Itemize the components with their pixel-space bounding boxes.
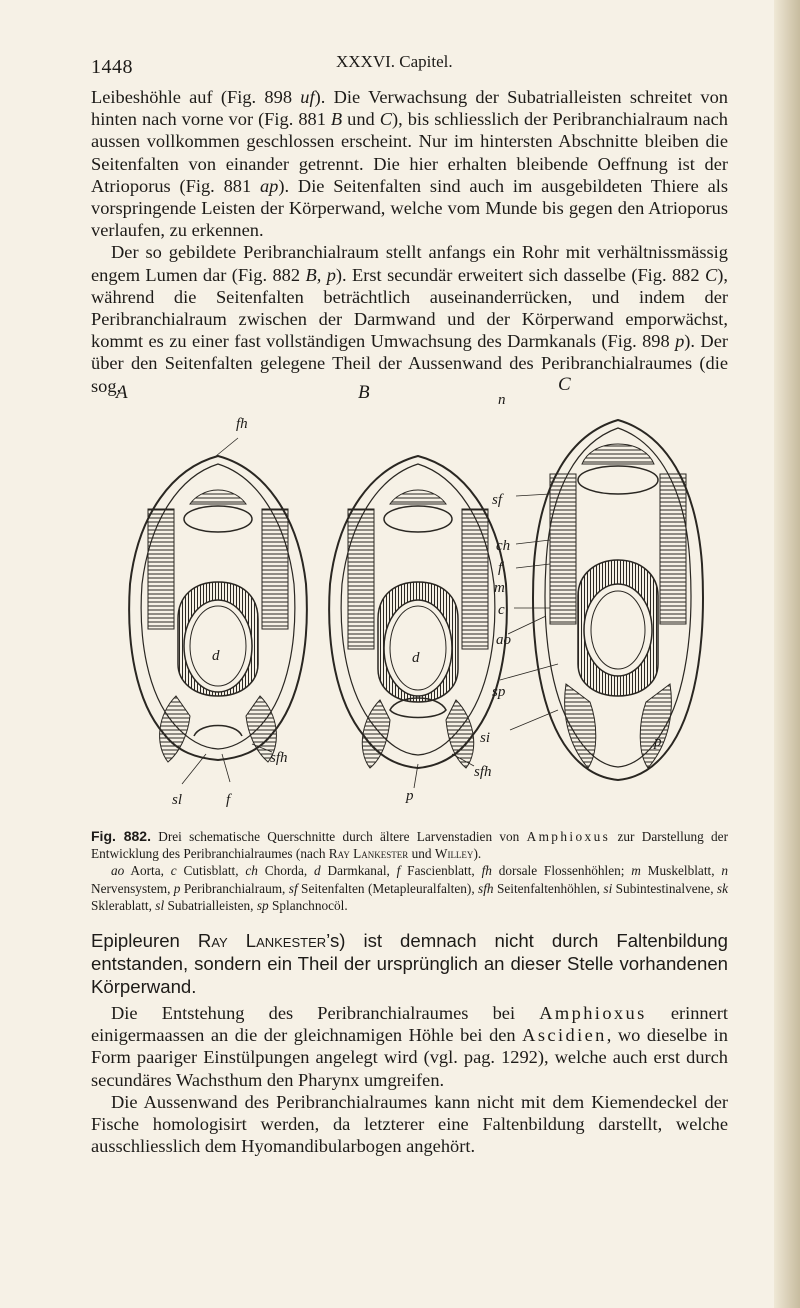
paragraph-4: Die Entstehung des Peribranchialraumes bei Amphioxus erinnert einigermaassen an die der gleichnamigen Höhle bei den Ascidien, wo dieselbe in Form paariger Einstülpungen angelegt wird (vgl. pag. 1292), welche auch erst durch secundäres Wachsthum den Pharynx umgreifen. [91,1003,729,1090]
label-c-sf: sf [492,492,503,508]
legend-entry: sl Subatrialleisten, [155,897,257,913]
page-header [0,50,760,80]
legend-entry: p Peribranchialraum, [173,880,289,896]
label-a-sl: sl [172,792,183,808]
panel-a [114,382,307,808]
label-panel-a: A [116,382,128,403]
legend-entry: c Cutisblatt, [170,863,246,879]
legend-entry: f Fascienblatt, [396,863,482,879]
legend-entry: sf Seitenfalten (Metapleuralfalten), [288,880,479,896]
label-c-ch: ch [496,538,511,554]
label-c-p: p [654,734,662,750]
legend-entry: d Darmkanal, [314,863,397,879]
legend-entry: m Muskelblatt, [631,863,722,879]
label-c-m: m [494,580,505,596]
running-head: XXXVI. Capitel. [336,52,453,71]
legend-entry: si Subintestinalvene, [603,880,717,896]
paragraph-2: Der so gebildete Peribranchialraum stellt anfangs ein Rohr mit verhältnissmässig engem Lumen dar (Fig. 882 B, p). Erst secundär erweitert sich dasselbe (Fig. 882 C), während die Seitenfalten beträchtlich auseinanderrücken, und indem der Peribranchialraum zwischen der Darmwand und der Körperwand emporwächst, kommt es zu einer fast vollständigen Umwachsung des Darmkanals (Fig. 898 p). Der über den Seitenfalten gelegene Theil der Aussenwand des Peribranchialraumes (die sog. [91,242,729,396]
text-block-top [91,86,728,397]
paragraph-5: Die Aussenwand des Peribranchialraumes kann nicht mit dem Kiemendeckel der Fische homologisirt werden, da letzterer eine Faltenbildung darstellt, welche ausschliesslich dem Hyomandibularbogen angehört. [91,1091,728,1157]
label-c-sp: sp [492,684,506,700]
label-c-n: n [498,392,506,408]
label-c-si: si [480,730,491,746]
legend-entry: n Nervensystem, [91,863,728,896]
label-c-ao: ao [496,632,511,648]
label-panel-c: C [558,374,571,395]
legend-entry: ao Aorta, [111,863,171,879]
label-b-sfh: sfh [474,764,492,780]
legend-entry: sfh Seitenfaltenhöhlen, [478,880,604,896]
legend-entry: sk Sklerablatt, [91,880,728,913]
text-block-bottom [91,929,728,1157]
label-panel-b: B [358,382,370,403]
caption-legend [91,862,728,914]
label-a-f: f [226,792,231,808]
label-c-c: c [498,602,505,618]
legend-entry: fh dorsale Flossenhöhlen; [481,863,632,879]
label-b-p: p [406,788,414,804]
label-b-d: d [412,650,420,666]
panel-c [480,374,703,780]
label-a-d: d [212,648,220,664]
legend-entry: sp Splanchnocöl. [256,897,348,913]
page-edge-shadow [774,0,800,1308]
legend-entry: ch Chorda, [245,863,314,879]
cross-section-diagram [118,364,726,822]
caption-title: Fig. 882. Drei schematische Querschnitte durch ältere Larvenstadien von Amphioxus zur Darstellung der Entwicklung des Peribranchialraumes (nach Ray Lankester und Willey). [91,828,729,862]
paragraph-3: Epipleuren Ray Lankester’s) ist demnach nicht durch Faltenbildung entstanden, sondern ein Theil der ursprünglich an dieser Stelle vorhandenen Körperwand. [91,930,728,997]
label-a-fh: fh [236,416,248,432]
figure-882 [118,364,726,822]
paragraph-1: Leibeshöhle auf (Fig. 898 uf). Die Verwachsung der Subatrialleisten schreitet von hinten nach vorne vor (Fig. 881 B und C), bis schliesslich der Peribranchialraum nach aussen vollkommen geschlossen erscheint. Nur im hintersten Abschnitte bleiben die Seitenfalten von einander getrennt. Die hier erhalten bleibende Oeffnung ist der Atrioporus (Fig. 881 ap). Die Seitenfalten sind auch im ausgebildeten Thiere als vorspringende Leisten der Körperwand, welche vom Munde bis gegen den Atrioporus verlaufen, zu erkennen. [91,87,729,241]
label-c-f: f [498,560,503,576]
page-number: 1448 [91,56,133,78]
label-a-sfh: sfh [270,750,288,766]
figure-caption [91,828,728,914]
